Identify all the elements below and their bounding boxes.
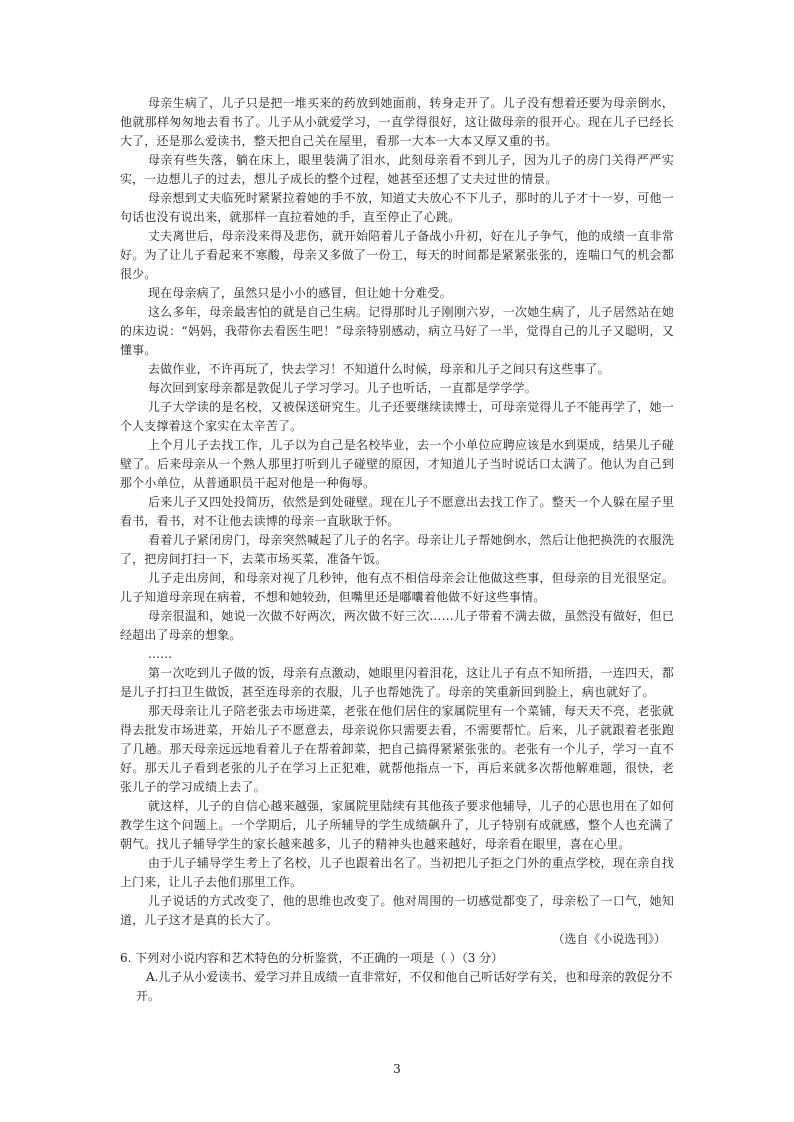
story-paragraph-6: 这么多年，母亲最害怕的就是自己生病。记得那时儿子刚刚六岁，一次她生病了，儿子居然站在她的床边说：“妈妈，我带你去看医生吧！”母亲特别感动，病立马好了一半，觉得自己的儿子又聪明，又懂事。 xyxy=(120,305,674,357)
page-number: 3 xyxy=(393,1062,401,1076)
story-paragraph-9: 儿子大学读的是名校，又被保送研究生。儿子还要继续读博士，可母亲觉得儿子不能再学了，她一个人支撑着这个家实在太辛苦了。 xyxy=(120,400,674,433)
question-6-option-a: A.儿子从小爱读书、爱学习并且成绩一直非常好，不仅和他自己听话好学有关，也和母亲的敦促分不开。 xyxy=(136,970,673,1003)
story-paragraph-13: 儿子走出房间，和母亲对视了几秒钟，他有点不相信母亲会让他做这些事，但母亲的目光很坚定。儿子知道母亲现在病着，不想和她较劲，但嘴里还是嘟囔着他做不好这些事情。 xyxy=(120,571,674,604)
ellipsis-line: …… xyxy=(148,647,173,661)
story-paragraph-16: 那天母亲让儿子陪老张去市场进菜，老张在他们居住的家属院里有一个菜铺，每天天不亮，老张就得去批发市场进菜，开始儿子不愿意去，母亲说你只需要去看，不需要帮忙。后来，儿子就跟着老张跑了几趟。那天母亲远远地看着儿子在帮着卸菜，把自己搞得紧紧张张的。老张有一个儿子，学习一直不好。那天儿子看到老张的儿子在学习上正犯难，就帮他指点一下，再后来就多次帮他解难题，很快，老张儿子的学习成绩上去了。 xyxy=(120,704,674,794)
story-paragraph-18: 由于儿子辅导学生考上了名校，儿子也跟着出名了。当初把儿子拒之门外的重点学校，现在亲自找上门来，让儿子去他们那里工作。 xyxy=(120,856,674,889)
story-paragraph-2: 母亲有些失落，躺在床上，眼里装满了泪水，此刻母亲看不到儿子，因为儿子的房门关得严严实实，一边想儿子的过去，想儿子成长的整个过程，她甚至还想了丈夫过世的情景。 xyxy=(120,153,674,186)
story-paragraph-8: 每次回到家母亲都是敦促儿子学习学习。儿子也听话，一直都是学学学。 xyxy=(148,381,537,395)
story-paragraph-14: 母亲很温和，她说一次做不好两次，两次做不好三次……儿子带着不满去做，虽然没有做好，但已经超出了母亲的想象。 xyxy=(120,609,674,642)
story-paragraph-5: 现在母亲病了，虽然只是小小的感冒，但让她十分难受。 xyxy=(148,286,452,300)
story-paragraph-3: 母亲想到丈夫临死时紧紧拉着她的手不放，知道丈夫放心不下儿子，那时的儿子才十一岁，可他一句话也没有说出来，就那样一直拉着她的手，直至停止了心跳。 xyxy=(120,191,674,224)
story-paragraph-4: 丈夫离世后，母亲没来得及悲伤，就开始陪着儿子备战小升初，好在儿子争气，他的成绩一直非常好。为了让儿子看起来不寒酸，母亲又多做了一份工，每天的时间都是紧紧张张的，连喘口气的机会都很少。 xyxy=(120,229,674,281)
story-paragraph-19: 儿子说话的方式改变了，他的思维也改变了。他对周围的一切感觉都变了，母亲松了一口气，她知道，儿子这才是真的长大了。 xyxy=(120,894,674,927)
story-paragraph-15: 第一次吃到儿子做的饭，母亲有点激动，她眼里闪着泪花，这让儿子有点不知所措，一连四天，都是儿子打扫卫生做饭，甚至连母亲的衣服，儿子也帮她洗了。母亲的笑重新回到脸上，病也就好了。 xyxy=(120,666,674,699)
story-paragraph-10: 上个月儿子去找工作，儿子以为自己是名校毕业，去一个小单位应聘应该是水到渠成，结果儿子碰壁了。后来母亲从一个熟人那里打听到儿子碰壁的原因，才知道儿子当时说话口太满了。他认为自己到那个小单位，从普通职员干起对他是一种侮辱。 xyxy=(120,438,674,490)
story-paragraph-12: 看着儿子紧闭房门，母亲突然喊起了儿子的名字。母亲让儿子帮她倒水，然后让他把换洗的衣服洗了，把房间打扫一下，去菜市场买菜，准备午饭。 xyxy=(120,533,674,566)
question-6-stem: 6. 下列对小说内容和艺术特色的分析鉴赏，不正确的一项是（ ）（3 分） xyxy=(120,951,504,965)
story-paragraph-17: 就这样，儿子的自信心越来越强，家属院里陆续有其他孩子要求他辅导，儿子的心思也用在了如何教学生这个问题上。一个学期后，儿子所辅导的学生成绩飙升了，儿子特别有成就感，整个人也充满了朝气。找儿子辅导学生的家长越来越多，儿子的精神头也越来越好，母亲看在眼里，喜在心里。 xyxy=(120,799,674,851)
story-paragraph-1: 母亲生病了，儿子只是把一堆买来的药放到她面前，转身走开了。儿子没有想着还要为母亲倒水，他就那样匆匆地去看书了。儿子从小就爱学习，一直学得很好，这让做母亲的很开心。现在儿子已经长大了，还是那么爱读书，整天把自己关在屋里，看那一大本一大本又厚又重的书。 xyxy=(120,96,674,148)
story-source: （选自《小说选刊》） xyxy=(552,932,666,946)
story-paragraph-7: 去做作业，不许再玩了，快去学习！不知道什么时候，母亲和儿子之间只有这些事了。 xyxy=(148,362,610,376)
story-paragraph-11: 后来儿子又四处投简历，依然是到处碰壁。现在儿子不愿意出去找工作了。整天一个人躲在屋子里看书，看书，对不让他去读博的母亲一直耿耿于怀。 xyxy=(120,495,674,528)
